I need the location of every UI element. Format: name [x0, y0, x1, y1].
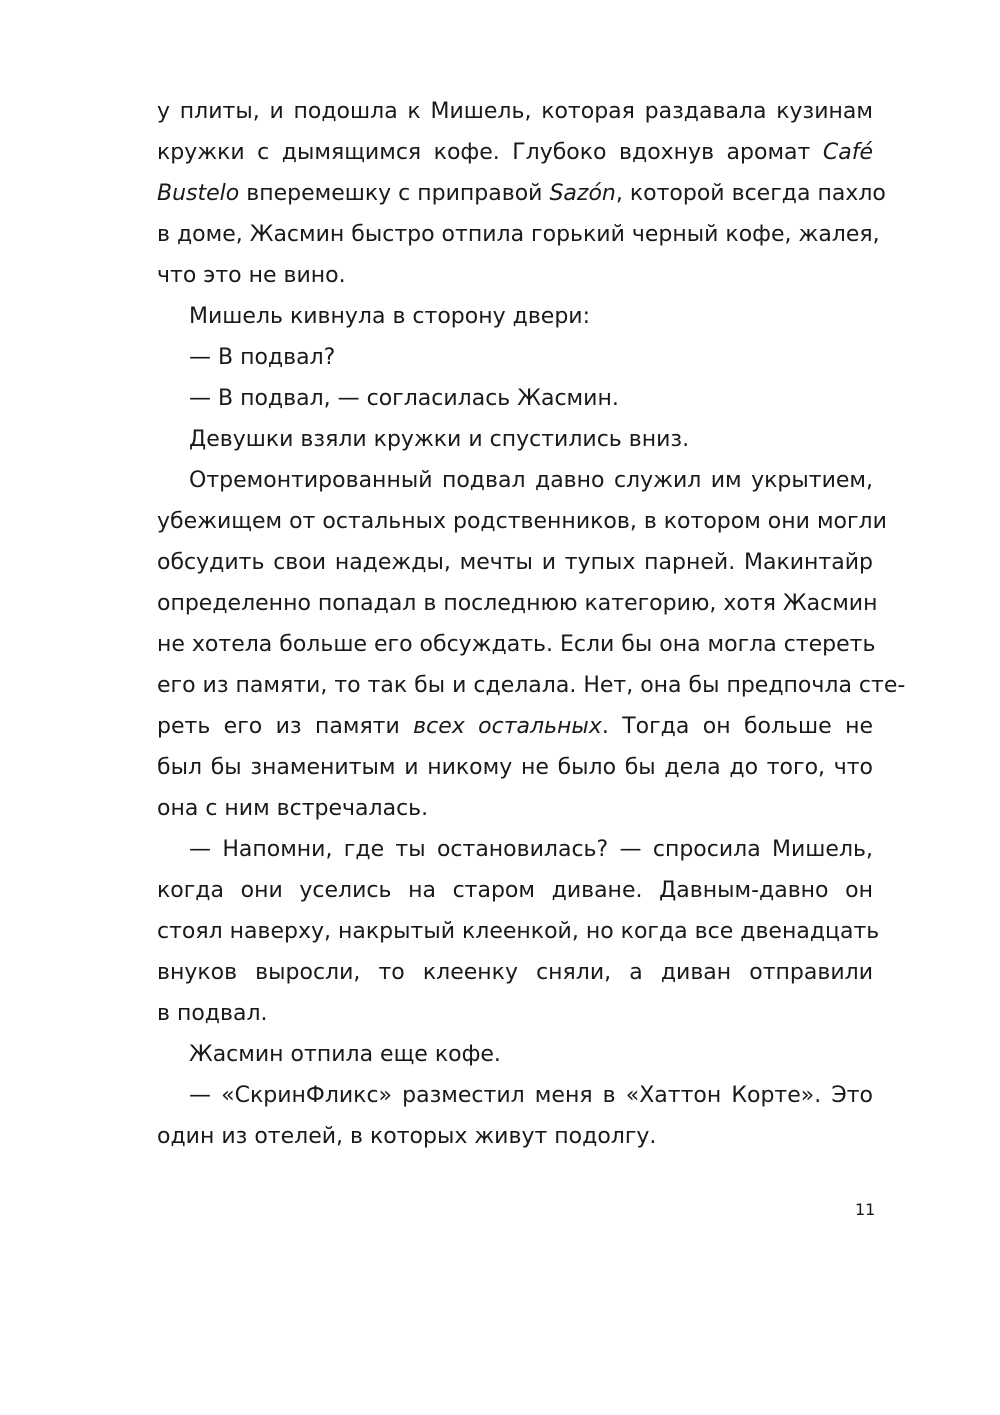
text-line: она с ним встречалась. [157, 796, 429, 821]
text-line: стоял наверху, накрытый клеенкой, но когда все двенадцать [157, 919, 880, 944]
text-line: его из памяти, то так бы и сделала. Нет, она бы предпочла сте- [157, 673, 906, 698]
dialogue-line: — Напомни, где ты остановилась? — спросила Мишель, [189, 837, 873, 862]
text-line: один из отелей, в которых живут подолгу. [157, 1124, 657, 1149]
text-line: не хотела больше его обсуждать. Если бы она могла стереть [157, 632, 876, 657]
text-line: Отремонтированный подвал давно служил им укрытием, [189, 468, 873, 493]
text-line: что это не вино. [157, 263, 346, 288]
text-line [157, 137, 873, 169]
text-line: Мишель кивнула в сторону двери: [189, 304, 590, 329]
text-span: вперемешку с приправой [239, 181, 550, 206]
text-line [157, 178, 886, 210]
text-line: Жасмин отпила еще кофе. [189, 1042, 501, 1067]
text-line: Девушки взяли кружки и спустились вниз. [189, 427, 690, 452]
text-span: , которой всегда пахло [615, 181, 886, 206]
dialogue-line: — В подвал, — согласилась Жасмин. [189, 386, 619, 411]
text-line: обсудить свои надежды, мечты и тупых парней. Макинтайр [157, 550, 873, 575]
text-line: в подвал. [157, 1001, 268, 1026]
text-line: убежищем от остальных родственников, в котором они могли [157, 509, 887, 534]
text-line: внуков выросли, то клеенку сняли, а диван отправили [157, 960, 873, 985]
text-span: реть его из памяти [157, 714, 414, 739]
dialogue-line: — В подвал? [189, 345, 336, 370]
text-line: в доме, Жасмин быстро отпила горький черный кофе, жалея, [157, 222, 880, 247]
text-span: . Тогда он больше не [601, 714, 873, 739]
page-number: 11 [855, 1200, 876, 1219]
italic-text: Bustelo [157, 181, 240, 206]
italic-text: всех остальных [413, 714, 602, 739]
dialogue-line: — «СкринФликс» разместил меня в «Хаттон Корте». Это [189, 1083, 873, 1108]
text-span: кружки с дымящимся кофе. Глубоко вдохнув аромат [157, 140, 823, 165]
text-line [157, 711, 873, 743]
italic-text: Café [822, 140, 873, 165]
text-line: был бы знаменитым и никому не было бы дела до того, что [157, 755, 873, 780]
text-line: когда они уселись на старом диване. Давным-давно он [157, 878, 873, 903]
italic-text: Sazón [549, 181, 616, 206]
text-line: у плиты, и подошла к Мишель, которая раздавала кузинам [157, 99, 873, 124]
text-line: определенно попадал в последнюю категорию, хотя Жасмин [157, 591, 878, 616]
